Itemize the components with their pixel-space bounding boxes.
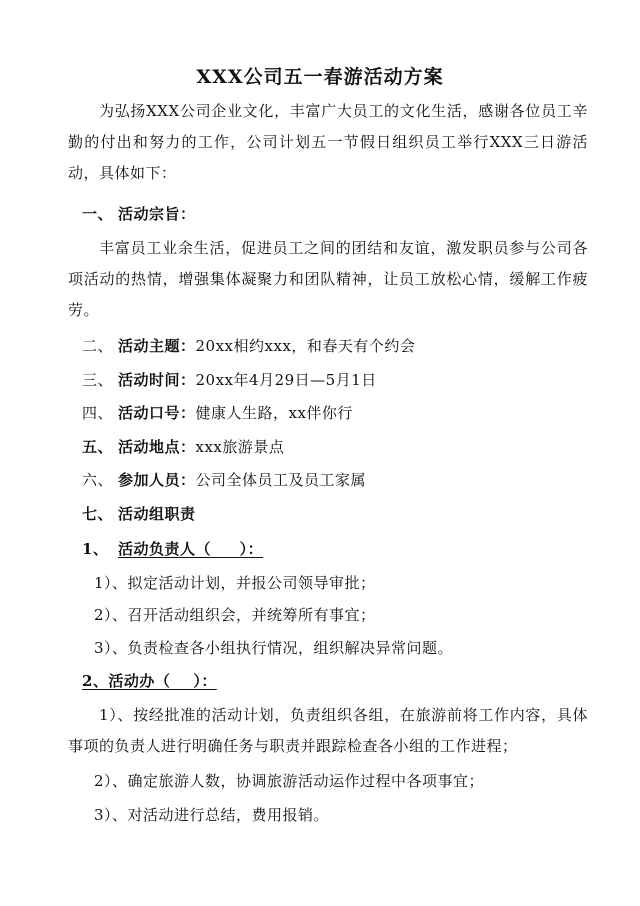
section-3-label: 活动时间： — [118, 371, 196, 389]
section-3-line — [82, 369, 377, 391]
subsection-1-item-1: 1）、拟定活动计划，并报公司领导审批； — [94, 574, 376, 592]
section-4-line — [82, 402, 353, 424]
section-2-number: 二、 — [82, 337, 114, 355]
subsection-2-item-2: 2）、确定旅游人数，协调旅游活动运作过程中各项事宜； — [94, 772, 485, 790]
section-1-number: 一、 — [82, 205, 114, 223]
subsection-1-title: 活动负责人（ ）： — [118, 540, 264, 558]
section-2-label: 活动主题： — [118, 337, 196, 355]
section-1-heading — [82, 203, 196, 225]
section-7-heading — [82, 503, 196, 525]
section-5-value: xxx旅游景点 — [195, 438, 285, 456]
section-5-number: 五、 — [82, 438, 114, 456]
section-6-value: 公司全体员工及员工家属 — [195, 471, 367, 489]
section-4-value: 健康人生路，xx伴你行 — [195, 404, 353, 422]
section-4-number: 四、 — [82, 404, 114, 422]
section-3-number: 三、 — [82, 371, 114, 389]
section-5-label: 活动地点： — [118, 438, 196, 456]
section-1-title: 活动宗旨： — [118, 205, 196, 223]
section-4-label: 活动口号： — [118, 404, 196, 422]
subsection-2-heading: 2、活动办（ ）： — [82, 672, 217, 690]
section-7-number: 七、 — [82, 505, 114, 523]
section-3-value: 20xx年4月29日—5月1日 — [195, 371, 377, 389]
subsection-2-item-1: 1）、按经批准的活动计划，负责组织各组，在旅游前将工作内容，具体事项的负责人进行明确任务与职责并跟踪检查各小组的工作进程； — [68, 706, 588, 755]
section-6-line — [82, 469, 366, 491]
subsection-1-item-2: 2）、召开活动组织会，并统筹所有事宜； — [94, 606, 376, 624]
section-7-title: 活动组职责 — [118, 505, 196, 523]
subsection-1-heading — [82, 538, 263, 560]
document-title: XXX公司五一春游活动方案 — [196, 66, 444, 88]
intro-paragraph: 为弘扬XXX公司企业文化，丰富广大员工的文化生活，感谢各位员工辛勤的付出和努力的工作，公司计划五一节假日组织员工举行XXX三日游活动，具体如下： — [68, 102, 588, 182]
section-2-value: 20xx相约xxx，和春天有个约会 — [195, 337, 416, 355]
subsection-1-number: 1、 — [82, 540, 109, 558]
section-6-label: 参加人员： — [118, 471, 196, 489]
section-2-line — [82, 335, 415, 357]
section-1-body: 丰富员工业余生活，促进员工之间的团结和友谊，激发职员参与公司各项活动的热情，增强集体凝聚力和团队精神，让员工放松心情，缓解工作疲劳。 — [68, 239, 588, 319]
section-6-number: 六、 — [82, 471, 114, 489]
section-5-line — [82, 436, 284, 458]
subsection-2-item-3: 3）、对活动进行总结，费用报销。 — [94, 806, 330, 824]
subsection-1-item-3: 3）、负责检查各小组执行情况，组织解决异常问题。 — [94, 639, 454, 657]
